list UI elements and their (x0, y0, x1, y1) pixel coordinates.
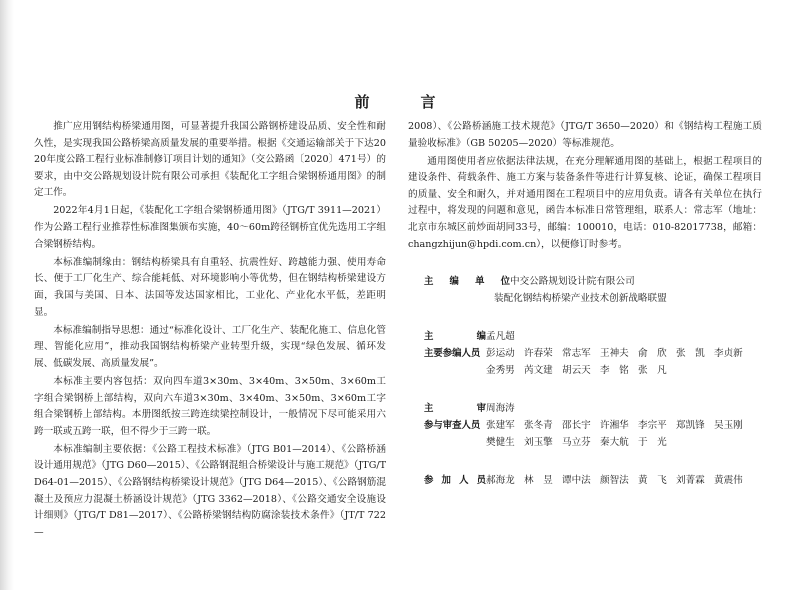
chief-editor-name: 孟凡超 (486, 331, 515, 342)
paragraph: 本标准编制缘由：钢结构桥梁具有自重轻、抗震性好、跨越能力强、使用寿命长、便于工厂化生产、综合能耗低、对环境影响小等优势，但在钢结构桥梁建设方面，我国与美国、日本、法国等发达国家相比，工业化、产业化水平低，差距明显。 (34, 256, 386, 318)
page-edge-shadow (0, 0, 14, 590)
person-name: 郑凯锋 (676, 420, 705, 431)
person-name: 马立芬 (562, 437, 591, 448)
person-name: 金秀男 (486, 365, 515, 376)
person-name: 邵长宇 (562, 420, 591, 431)
person-name: 吴玉刚 (714, 420, 743, 431)
editor-unit-block (424, 273, 774, 307)
person-name: 许春荣 (524, 348, 553, 359)
page-title: 前 言 (354, 93, 454, 111)
person-name: 林 昱 (524, 475, 553, 486)
person-name: 胡云天 (562, 365, 591, 376)
credits-section (424, 273, 774, 489)
person-name: 李贞新 (714, 348, 743, 359)
person-name: 张 凯 (676, 348, 705, 359)
contributors-block (424, 472, 774, 489)
contributors-names (486, 472, 774, 489)
person-name: 李宗平 (638, 420, 667, 431)
left-column (34, 119, 386, 543)
editor-unit-name: 中交公路规划设计院有限公司 (510, 276, 635, 287)
person-name: 王神夫 (600, 348, 629, 359)
right-column (408, 119, 762, 255)
person-name: 谭中法 (562, 475, 591, 486)
paragraph: 2022年4月1日起，《装配化工字组合梁钢桥通用图》（JTG/T 3911—2021）作为公路工程行业推荐性标准图集颁布实施，40～60m跨径钢桥宜优先选用工字组合梁钢桥结构。 (34, 205, 386, 250)
person-name: 张 凡 (638, 365, 667, 376)
participants-label: 主要参编人员 (424, 348, 481, 359)
paragraph: 通用图使用者应依据法律法规，在充分理解通用图的基础上，根据工程项目的建设条件、荷载条件、施工方案与装备条件等进行计算复核、论证，确保工程项目的质量、安全和耐久，并对通用图在工程项目中的应用负责。请各有关单位在执行过程中，将发现的问题和意见，函告本标准日常管理组，联系人：常志军（地址：北京市东城区前炒面胡同33号，邮编：100010，电话：010-82017738，邮箱：changzhijun@hpdi.com.cn），以便修订时参考。 (408, 155, 762, 250)
person-name: 俞 欣 (638, 348, 667, 359)
reviewer-name: 周海涛 (486, 403, 515, 414)
paragraph: 2008）、《公路桥涵施工技术规范》（JTG/T 3650—2020）和《钢结构工程施工质量验收标准》（GB 50205—2020）等标准规范。 (408, 121, 762, 149)
person-name: 刘玉擎 (524, 437, 553, 448)
paragraph: 推广应用钢结构桥梁通用图，可显著提升我国公路钢桥建设品质、安全性和耐久性，是实现我国公路桥梁高质量发展的重要举措。根据《交通运输部关于下达2020年度公路工程行业标准制修订项目计划的通知》（交公路函〔2020〕471号）的要求，由中交公路规划设计院有限公司承担《装配化工字组合梁钢桥通用图》的制定工作。 (34, 121, 386, 199)
co-reviewers-names (486, 417, 774, 451)
person-name: 郝海龙 (486, 475, 515, 486)
paragraph: 本标准编制指导思想：通过“标准化设计、工厂化生产、装配化施工、信息化管理、智能化应用”，推动我国钢结构桥梁产业转型升级，实现“绿色发展、循环发展、低碳发展、高质量发展”。 (34, 324, 386, 369)
person-name: 秦大航 (600, 437, 629, 448)
reviewer-label: 主 审 (424, 403, 486, 414)
person-name: 颜智法 (600, 475, 629, 486)
person-name: 樊健生 (486, 437, 515, 448)
editor-unit-label: 主 编 单 位 (424, 276, 510, 287)
co-reviewers-label: 参与审查人员 (424, 420, 481, 431)
person-name: 常志军 (562, 348, 591, 359)
contributors-label: 参 加 人 员 (424, 475, 486, 486)
person-name: 刘菁霖 (676, 475, 705, 486)
person-name: 于 光 (638, 437, 667, 448)
chief-editor-label: 主 编 (424, 331, 486, 342)
person-name: 黄震伟 (714, 475, 743, 486)
paragraph: 本标准编制主要依据：《公路工程技术标准》（JTG B01—2014）、《公路桥涵设计通用规范》（JTG D60—2015）、《公路钢混组合桥梁设计与施工规范》（JTG/T D64-01—2015）、《公路钢结构桥梁设计规范》（JTG D64—2015）、《公路钢筋混凝土及预应力混凝土桥涵设计规范》（JTG 3362—2018）、《公路交通安全设施设计细则》（JTG/T D81—2017）、《公路桥梁钢结构防腐涂装技术条件》（JT/T 722— (34, 443, 386, 538)
person-name: 李 铭 (600, 365, 629, 376)
person-name: 芮文建 (524, 365, 553, 376)
editor-unit-name: 装配化钢结构桥梁产业技术创新战略联盟 (494, 293, 667, 304)
reviewer-block (424, 400, 774, 451)
person-name: 张冬青 (524, 420, 553, 431)
chief-editor-block (424, 328, 774, 379)
person-name: 许湘华 (600, 420, 629, 431)
person-name: 彭运动 (486, 348, 515, 359)
person-name: 张建军 (486, 420, 515, 431)
participants-names (486, 345, 774, 379)
paragraph: 本标准主要内容包括：双向四车道3×30m、3×40m、3×50m、3×60m工字组合梁钢桥上部结构，双向六车道3×30m、3×40m、3×50m、3×60m工字组合梁钢桥上部结构。本册图纸按三跨连续梁控制设计，一般情况下尽可能采用六跨一联或五跨一联，但不得少于三跨一联。 (34, 375, 386, 437)
person-name: 黄 飞 (638, 475, 667, 486)
